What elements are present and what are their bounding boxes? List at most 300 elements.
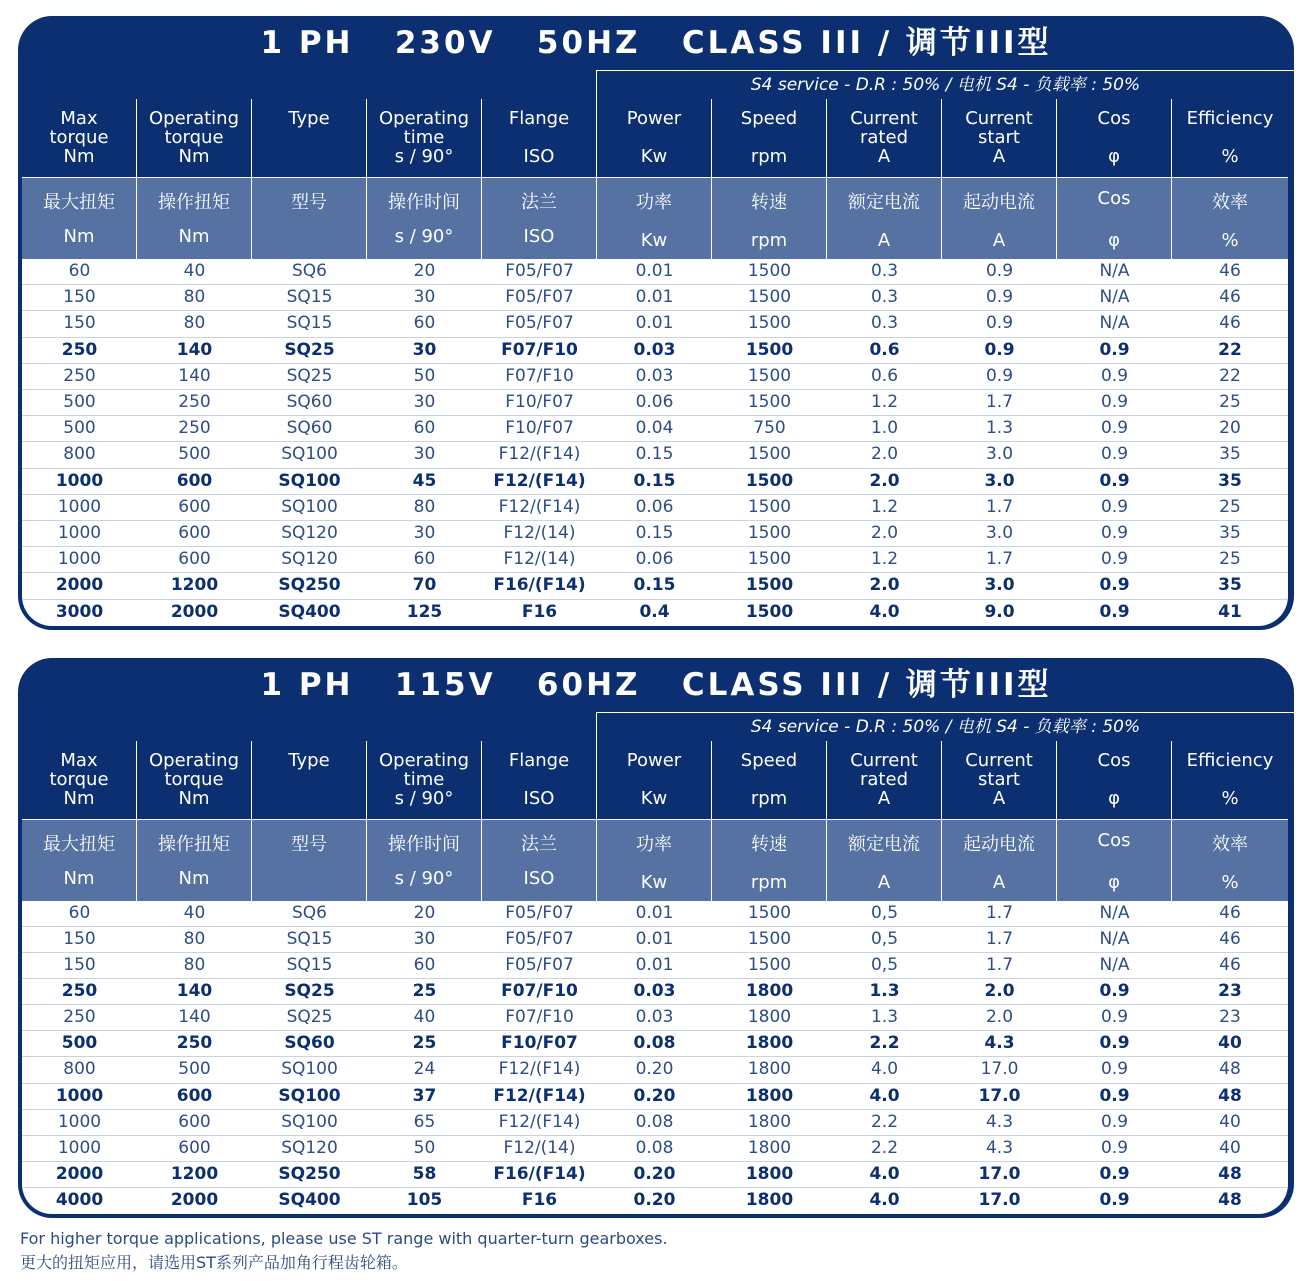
header-label: 型号 — [291, 834, 327, 855]
header-label: Operating — [379, 108, 469, 129]
header-cell — [137, 820, 252, 901]
table-cell: 35 — [1218, 575, 1242, 596]
table-cell: 1500 — [747, 929, 792, 950]
header-label: φ — [1108, 872, 1120, 893]
table-cell: F12/(F14) — [498, 1111, 581, 1132]
header-label: Cos — [1097, 188, 1131, 209]
table-cell: 48 — [1218, 1163, 1242, 1184]
table-cell: 0.9 — [1099, 1033, 1130, 1054]
table-cell: 0.9 — [1099, 1163, 1130, 1184]
table-cell: F12/(14) — [503, 1137, 576, 1158]
table-row — [22, 901, 1288, 927]
table-cell: 2.0 — [869, 575, 900, 596]
header-cell — [712, 820, 827, 901]
header-label: rated — [860, 127, 908, 148]
table-cell: 0.9 — [1099, 470, 1130, 491]
header-label: Nm — [63, 788, 95, 809]
table-cell: 0.15 — [633, 470, 676, 491]
table-cell: 30 — [413, 929, 436, 950]
header-cell — [482, 178, 597, 259]
header-label: rpm — [750, 230, 788, 251]
table-cell: 58 — [412, 1163, 437, 1184]
header-label: 起动电流 — [963, 834, 1035, 855]
table-cell: 500 — [178, 1059, 211, 1080]
table-cell: 0.04 — [635, 418, 674, 439]
table-cell: 46 — [1219, 287, 1241, 308]
table-cell: 2.0 — [984, 981, 1015, 1002]
table-cell: SQ15 — [286, 955, 333, 976]
table-row — [22, 1188, 1288, 1214]
table-cell: F12/(F14) — [493, 470, 586, 491]
table-cell: 1800 — [747, 1137, 792, 1158]
header-label: A — [877, 788, 891, 809]
table-cell: 70 — [412, 575, 437, 596]
table-cell: 37 — [412, 1085, 437, 1106]
table-cell: F05/F07 — [505, 929, 574, 950]
header-row-chinese — [22, 177, 1288, 259]
header-label: Nm — [178, 868, 210, 889]
table-cell: 0.9 — [1099, 601, 1130, 622]
table-cell: 2.0 — [869, 470, 900, 491]
table-cell: 4.3 — [985, 1111, 1014, 1132]
table-cell: 500 — [63, 418, 96, 439]
header-label: A — [992, 146, 1006, 167]
header-row-english — [22, 741, 1288, 819]
table-cell: F16 — [521, 601, 558, 622]
header-label: s / 90° — [394, 868, 454, 889]
header-label: Nm — [178, 226, 210, 247]
table-cell: F16/(F14) — [493, 575, 586, 596]
header-label: ISO — [523, 868, 555, 889]
table-cell: SQ25 — [284, 981, 335, 1002]
table-cell: 0.4 — [639, 601, 670, 622]
header-cell — [942, 178, 1057, 259]
table-cell: 1500 — [747, 392, 792, 413]
table-cell: F05/F07 — [505, 313, 574, 334]
header-cell — [367, 741, 482, 819]
table-cell: 0.6 — [870, 365, 899, 386]
table-cell: 23 — [1218, 981, 1242, 1002]
table-cell: 600 — [178, 496, 211, 517]
table-cell: 500 — [178, 444, 211, 465]
header-label: Current — [850, 108, 918, 129]
header-label: 操作扭矩 — [158, 192, 230, 213]
table-cell: 1.7 — [985, 955, 1014, 976]
table-cell: 1000 — [57, 1111, 102, 1132]
header-label: 法兰 — [521, 192, 557, 213]
table-cell: 46 — [1219, 955, 1241, 976]
table-cell: 50 — [413, 1137, 436, 1158]
table-cell: 0.9 — [1099, 981, 1130, 1002]
header-cell — [22, 820, 137, 901]
header-label: 额定电流 — [848, 192, 920, 213]
table-cell: 0.9 — [1100, 365, 1129, 386]
header-cell — [827, 820, 942, 901]
table-row — [22, 285, 1288, 311]
table-cell: F10/F07 — [505, 392, 574, 413]
table-cell: 0.03 — [633, 981, 676, 1002]
table-body — [22, 259, 1288, 626]
table-cell: F12/(F14) — [498, 444, 581, 465]
table-cell: 0.9 — [985, 287, 1014, 308]
table-row — [22, 1136, 1288, 1162]
table-row — [22, 469, 1288, 495]
table-cell: 4.3 — [984, 1033, 1015, 1054]
table-cell: 250 — [61, 981, 98, 1002]
table-row — [22, 979, 1288, 1005]
table-cell: 0.01 — [635, 955, 674, 976]
table-cell: 1500 — [747, 365, 792, 386]
header-cell — [137, 99, 252, 177]
header-label: rpm — [750, 788, 788, 809]
table-cell: 41 — [1218, 601, 1242, 622]
table-cell: 0.9 — [1100, 496, 1129, 517]
header-cell — [252, 178, 367, 259]
table-cell: 0.9 — [985, 365, 1014, 386]
table-cell: 17.0 — [978, 1085, 1021, 1106]
table-cell: 40 — [183, 261, 206, 281]
header-cell — [1057, 178, 1172, 259]
table-cell: 0.6 — [869, 339, 900, 360]
table-cell: 30 — [413, 287, 436, 308]
header-label: Kw — [640, 788, 668, 809]
table-cell: 4.0 — [869, 1085, 900, 1106]
table-cell: 1500 — [745, 575, 794, 596]
table-cell: 30 — [413, 523, 436, 544]
table-cell: 2000 — [55, 1163, 104, 1184]
table-cell: SQ400 — [278, 601, 341, 622]
table-cell: 3.0 — [984, 575, 1015, 596]
table-cell: SQ250 — [278, 1163, 341, 1184]
table-cell: F10/F07 — [505, 418, 574, 439]
table-cell: SQ100 — [281, 1059, 338, 1080]
table-cell: 0,5 — [870, 955, 899, 976]
header-cell — [367, 820, 482, 901]
table-cell: 150 — [63, 287, 96, 308]
table-cell: 600 — [178, 1137, 211, 1158]
table-cell: 2.2 — [870, 1111, 899, 1132]
table-cell: 0.9 — [1099, 339, 1130, 360]
table-cell: SQ25 — [286, 365, 333, 386]
header-cell — [712, 99, 827, 177]
table-row — [22, 953, 1288, 979]
header-label: 起动电流 — [963, 192, 1035, 213]
header-cell — [482, 741, 597, 819]
table-row — [22, 1031, 1288, 1057]
table-cell: 600 — [178, 1111, 211, 1132]
table-cell: 46 — [1219, 903, 1241, 923]
header-cell — [1172, 741, 1288, 819]
header-label: Cos — [1097, 830, 1131, 851]
table-cell: 0.06 — [635, 392, 674, 413]
table-cell: 0.9 — [985, 261, 1014, 281]
table-cell: 40 — [183, 903, 206, 923]
table-cell: 250 — [176, 1033, 213, 1054]
header-label: torque — [164, 769, 224, 790]
table-cell: 1000 — [57, 1137, 102, 1158]
header-cell — [1057, 741, 1172, 819]
table-cell: 3.0 — [985, 523, 1014, 544]
table-cell: 60 — [413, 418, 436, 439]
table-cell: 0.01 — [635, 313, 674, 334]
table-header — [22, 99, 1288, 259]
header-label: Operating — [149, 750, 239, 771]
table-cell: 0.15 — [635, 444, 674, 465]
header-cell — [597, 178, 712, 259]
table-cell: 0.01 — [635, 903, 674, 923]
table-cell: N/A — [1099, 287, 1130, 308]
table-cell: 40 — [413, 1007, 436, 1028]
header-label: Max — [60, 750, 98, 771]
table-cell: 46 — [1219, 313, 1241, 334]
header-label: Current — [965, 750, 1033, 771]
header-cell — [1172, 820, 1288, 901]
table-title: 1 PH 230V 50HZ CLASS III / 调节III型 — [260, 25, 1052, 61]
header-label: ISO — [523, 788, 555, 809]
header-label: start — [978, 127, 1020, 148]
header-row-chinese — [22, 819, 1288, 901]
table-cell: 1500 — [747, 496, 792, 517]
header-label: A — [992, 788, 1006, 809]
header-cell — [482, 820, 597, 901]
header-label: Kw — [640, 146, 668, 167]
table-cell: 1500 — [745, 470, 794, 491]
table-cell: 1500 — [745, 601, 794, 622]
header-label: 功率 — [636, 192, 672, 213]
table-cell: 35 — [1218, 470, 1242, 491]
table-cell: 250 — [178, 418, 211, 439]
table-cell: 45 — [412, 470, 437, 491]
table-row — [22, 1110, 1288, 1136]
table-header — [22, 741, 1288, 901]
table-cell: 1200 — [170, 1163, 219, 1184]
table-cell: SQ15 — [286, 287, 333, 308]
table-cell: 1000 — [55, 470, 104, 491]
table-cell: 0.9 — [1100, 1007, 1129, 1028]
header-label: 型号 — [291, 192, 327, 213]
header-cell — [22, 741, 137, 819]
table-cell: 4.0 — [869, 1189, 900, 1210]
table-cell: 0.08 — [635, 1137, 674, 1158]
header-label: Operating — [379, 750, 469, 771]
table-cell: 1.7 — [985, 929, 1014, 950]
table-cell: 600 — [178, 549, 211, 570]
table-cell: 0.20 — [633, 1163, 676, 1184]
table-cell: 0.03 — [633, 339, 676, 360]
header-label: A — [877, 872, 891, 893]
table-cell: N/A — [1099, 261, 1130, 281]
table-cell: 3.0 — [985, 444, 1014, 465]
header-label: 最大扭矩 — [43, 834, 115, 855]
table-cell: 250 — [61, 339, 98, 360]
header-label: 最大扭矩 — [43, 192, 115, 213]
table-cell: 2.2 — [870, 1137, 899, 1158]
header-cell — [597, 741, 712, 819]
header-label: Flange — [508, 108, 570, 129]
table-cell: 600 — [176, 470, 213, 491]
table-cell: 1500 — [747, 549, 792, 570]
table-cell: 80 — [183, 929, 206, 950]
table-cell: 80 — [413, 496, 436, 517]
table-cell: 25 — [412, 1033, 437, 1054]
header-label: 转速 — [751, 192, 787, 213]
header-cell — [22, 99, 137, 177]
table-row — [22, 573, 1288, 599]
table-cell: 1200 — [170, 575, 219, 596]
table-cell: 0.9 — [1100, 1059, 1129, 1080]
table-cell: 140 — [176, 339, 213, 360]
table-cell: 48 — [1219, 1059, 1241, 1080]
table-cell: 80 — [183, 955, 206, 976]
header-cell — [942, 820, 1057, 901]
table-cell: N/A — [1099, 955, 1130, 976]
header-cell — [137, 178, 252, 259]
header-label: 效率 — [1212, 834, 1248, 855]
table-cell: N/A — [1099, 313, 1130, 334]
table-cell: 0.15 — [635, 523, 674, 544]
table-cell: 1800 — [745, 981, 794, 1002]
header-label: Type — [288, 108, 330, 129]
table-cell: 0.9 — [1100, 523, 1129, 544]
table-cell: 0.9 — [1100, 1111, 1129, 1132]
table-cell: 1.7 — [985, 903, 1014, 923]
header-label: Max — [60, 108, 98, 129]
header-label: time — [403, 769, 445, 790]
table-cell: 2000 — [170, 1189, 219, 1210]
table-cell: 20 — [413, 261, 436, 281]
table-cell: F12/(F14) — [493, 1085, 586, 1106]
table-cell: 35 — [1219, 444, 1241, 465]
table-cell: 9.0 — [984, 601, 1015, 622]
table-cell: 0.9 — [1100, 549, 1129, 570]
table-cell: 1800 — [745, 1163, 794, 1184]
table-cell: 3000 — [55, 601, 104, 622]
table-cell: 0.9 — [1100, 392, 1129, 413]
table-cell: SQ100 — [281, 496, 338, 517]
header-label: 操作时间 — [388, 192, 460, 213]
header-label: % — [1221, 230, 1239, 251]
table-cell: 150 — [63, 955, 96, 976]
table-cell: SQ120 — [281, 523, 338, 544]
table-cell: 0.01 — [635, 287, 674, 308]
header-label: A — [992, 230, 1006, 251]
table-cell: 25 — [1219, 496, 1241, 517]
table-cell: 0.01 — [635, 929, 674, 950]
header-label: Efficiency — [1186, 108, 1274, 129]
table-cell: 17.0 — [978, 1163, 1021, 1184]
header-cell — [712, 178, 827, 259]
header-label: Kw — [640, 230, 668, 251]
table-cell: SQ15 — [286, 929, 333, 950]
table-cell: 1.7 — [985, 549, 1014, 570]
header-label: % — [1221, 146, 1239, 167]
table-cell: 46 — [1219, 261, 1241, 281]
table-row — [22, 521, 1288, 547]
s4-service-banner: S4 service - D.R : 50% / 电机 S4 - 负载率 : 50% — [596, 70, 1294, 99]
table-cell: 0.9 — [985, 313, 1014, 334]
table-cell: F07/F10 — [501, 981, 578, 1002]
table-row — [22, 1162, 1288, 1188]
table-cell: F07/F10 — [505, 1007, 574, 1028]
table-row — [22, 442, 1288, 468]
table-cell: F16 — [521, 1189, 558, 1210]
table-cell: 140 — [178, 365, 211, 386]
table-cell: 150 — [63, 929, 96, 950]
table-cell: 1500 — [747, 444, 792, 465]
header-label: φ — [1108, 230, 1120, 251]
table-cell: F12/(F14) — [498, 1059, 581, 1080]
header-cell — [827, 99, 942, 177]
table-cell: 500 — [61, 1033, 98, 1054]
table-cell: SQ15 — [286, 313, 333, 334]
table-cell: 250 — [63, 1007, 96, 1028]
header-label: Cos — [1097, 750, 1131, 771]
header-label: 转速 — [751, 834, 787, 855]
table-cell: 2000 — [55, 575, 104, 596]
table-body — [22, 901, 1288, 1214]
table-cell: 0.9 — [1100, 444, 1129, 465]
table-cell: 1800 — [745, 1033, 794, 1054]
table-cell: 60 — [413, 313, 436, 334]
table-cell: F10/F07 — [501, 1033, 578, 1054]
header-label: torque — [49, 769, 109, 790]
table-cell: 1800 — [745, 1085, 794, 1106]
table-cell: 0.03 — [635, 1007, 674, 1028]
table-cell: 2000 — [170, 601, 219, 622]
header-cell — [597, 820, 712, 901]
table-row — [22, 311, 1288, 337]
header-label: Power — [626, 108, 682, 129]
table-cell: 0.3 — [870, 313, 899, 334]
table-cell: SQ60 — [284, 1033, 335, 1054]
table-cell: 60 — [68, 903, 91, 923]
header-cell — [252, 99, 367, 177]
table-cell: 600 — [178, 523, 211, 544]
table-cell: 46 — [1219, 929, 1241, 950]
header-label: A — [877, 146, 891, 167]
table-cell: 0.20 — [635, 1059, 674, 1080]
table-cell: 23 — [1219, 1007, 1241, 1028]
table-cell: 0.20 — [633, 1189, 676, 1210]
header-label: % — [1221, 788, 1239, 809]
table-cell: 1.3 — [869, 981, 900, 1002]
table-cell: 30 — [413, 392, 436, 413]
table-cell: 4.0 — [869, 601, 900, 622]
table-cell: 24 — [413, 1059, 436, 1080]
header-label: Type — [288, 750, 330, 771]
header-cell — [252, 741, 367, 819]
table-cell: 1500 — [747, 261, 792, 281]
table-cell: 40 — [1219, 1137, 1241, 1158]
header-cell — [597, 99, 712, 177]
header-cell — [1057, 820, 1172, 901]
table-cell: F16/(F14) — [493, 1163, 586, 1184]
table-cell: 4000 — [55, 1189, 104, 1210]
header-label: Power — [626, 750, 682, 771]
table-cell: SQ120 — [281, 1137, 338, 1158]
table-cell: 1800 — [747, 1059, 792, 1080]
header-label: % — [1221, 872, 1239, 893]
table-cell: 0.06 — [635, 549, 674, 570]
table-cell: 1500 — [747, 955, 792, 976]
table-cell: 1.2 — [870, 549, 899, 570]
header-label: rpm — [750, 872, 788, 893]
header-cell — [1172, 99, 1288, 177]
header-cell — [827, 741, 942, 819]
table-cell: SQ60 — [286, 392, 333, 413]
header-label: 效率 — [1212, 192, 1248, 213]
header-label: A — [992, 872, 1006, 893]
